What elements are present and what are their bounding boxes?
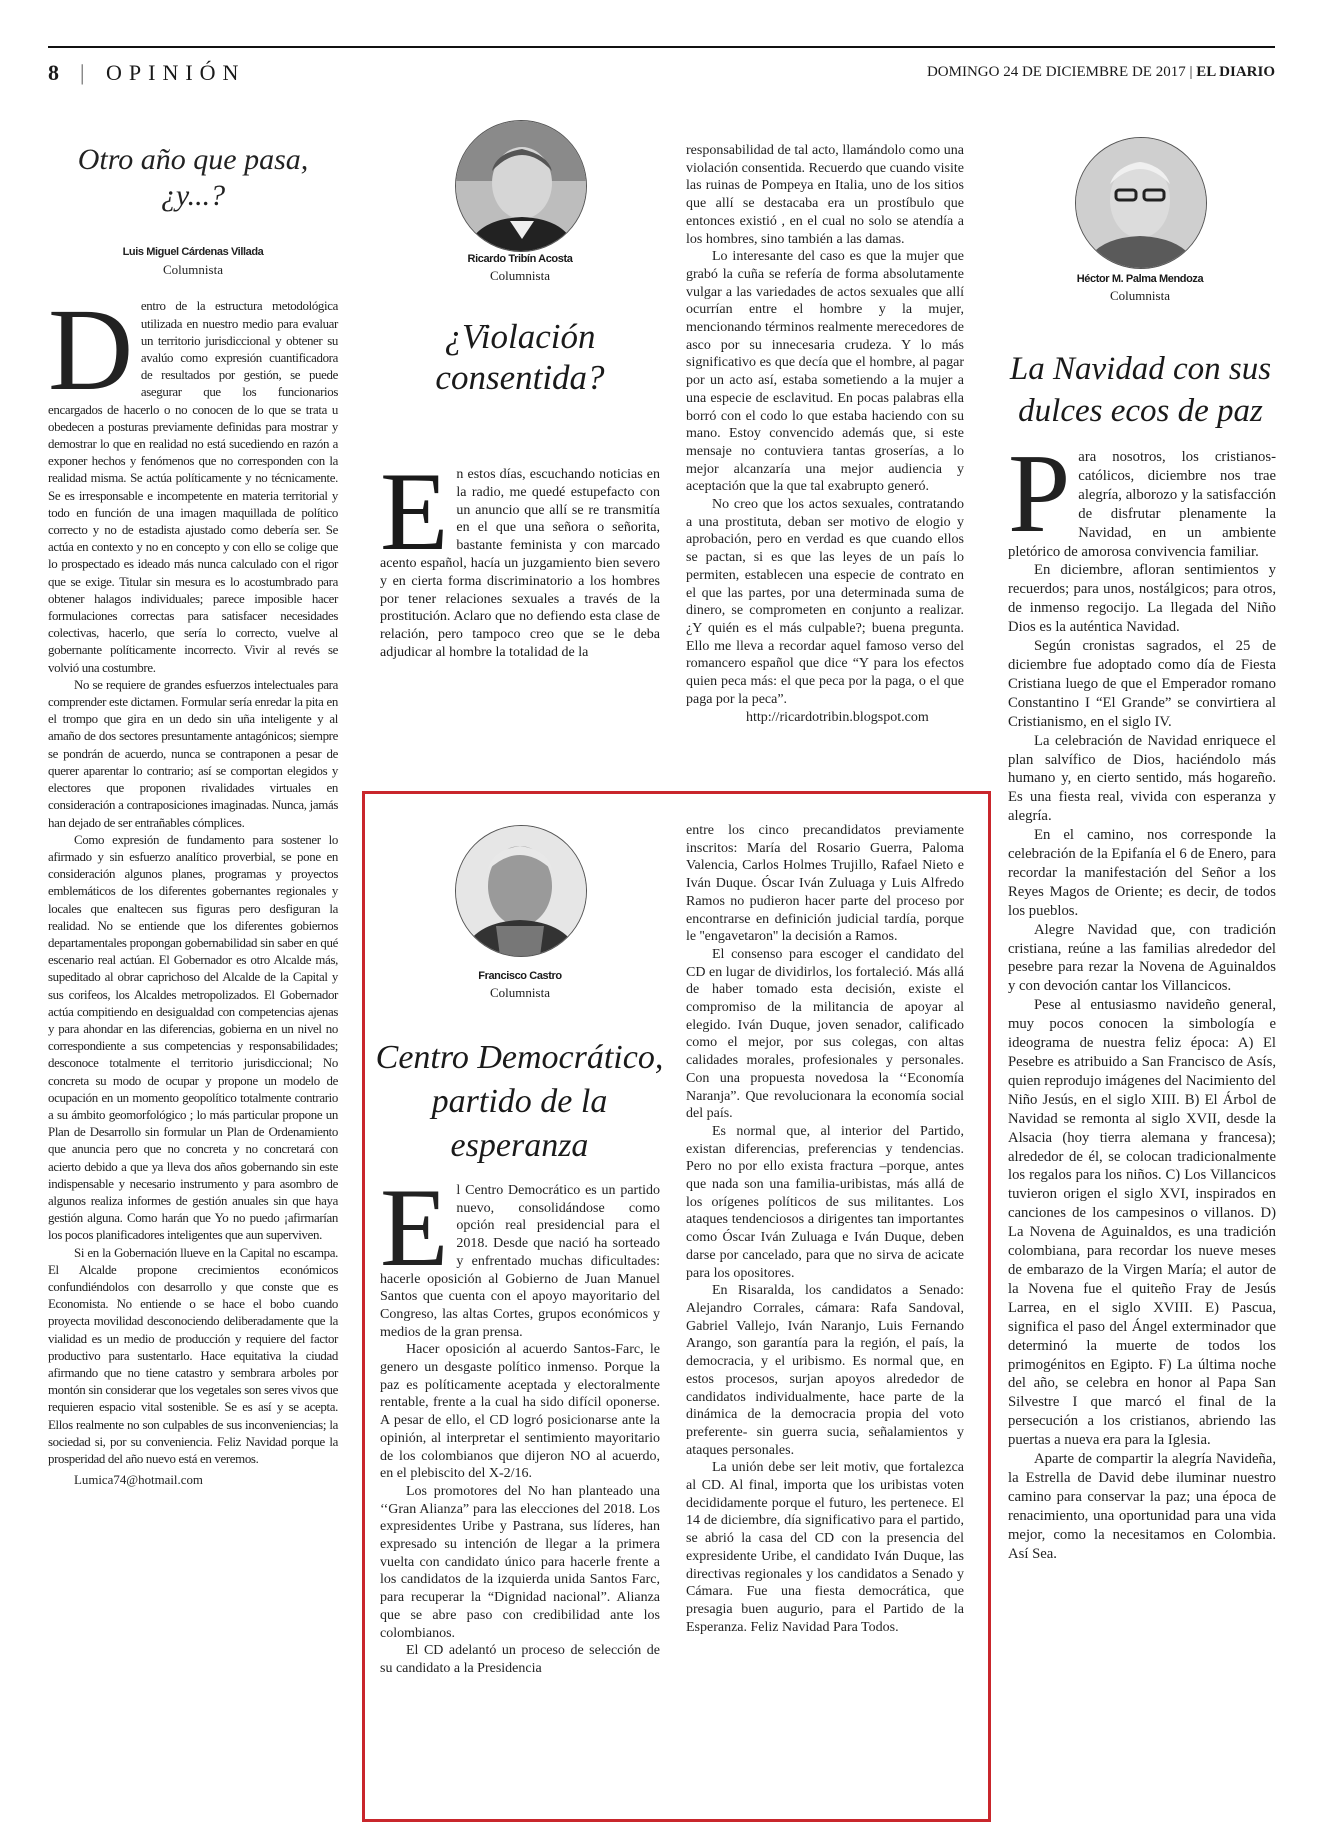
paragraph: El consenso para escoger el candidato del CD en lugar de dividirlos, los fortaleció. Más allá de haber tomado esta decisión, existe el compromiso de la militancia de apoyar al elegido. Iván Duque, joven senador, calificado como el mejor, por sus colegas, con altas calidades morales, profesionales y personales. Con una propuesta novedosa la ‘‘Economía Naranja”. Que revolucionara la economía social del país. <box>686 946 964 1122</box>
paragraph: En Risaralda, los candidatos a Senado: Alejandro Corrales, cámara: Rafa Sandoval, Gabriel Vallejo, Iván Naranjo, Luis Fernando Arango, son garantía para la región, el país, la democracia, y el uribismo. Es normal que, en estos procesos, surjan apoyos alrededor de candidatos individualmente, hace parte de la dinámica de la democracia propia del voto preferente- sin guerra sucia, señalamientos y ataques personales. <box>686 1283 964 1458</box>
paragraph: El CD adelantó un proceso de selección de su candidato a la Presidencia <box>380 1643 660 1676</box>
author-name: Luis Miguel Cárdenas Villada <box>122 246 264 258</box>
article-title <box>372 1036 667 1168</box>
paragraph: En diciembre, afloran sentimientos y recuerdos; para unos, nostálgicos; para otros, de inmenso regocijo. La llegada del Niño Dios es la auténtica Navidad. <box>1008 562 1276 636</box>
top-rule <box>48 46 1275 48</box>
paragraph: Aparte de compartir la alegría Navideña, la Estrella de David debe iluminar nuestro camino para conservar la paz; una época de renacimiento, una oportunidad para una vida mejor, como la necesitamos en Colombia. Así Sea. <box>1008 1451 1276 1562</box>
drop-cap: P <box>1008 432 1071 556</box>
paragraph: entre los cinco precandidatos previamente inscritos: María del Rosario Guerra, Paloma Valencia, Carlos Holmes Trujillo, Rafael Nieto e Iván Duque. Óscar Iván Zuluaga y Luis Alfredo Ramos no pudieron hacer parte del proceso por encontrarse en definición judicial tardía, porque le ''engavetaron'' la decisión a Ramos. <box>686 823 964 945</box>
author-photo <box>455 825 587 957</box>
newspaper-name: EL DIARIO <box>1196 64 1275 80</box>
title-line: ¿y...? <box>160 179 226 212</box>
page-number: 8 <box>48 60 59 85</box>
paragraph: Hacer oposición al acuerdo Santos-Farc, le genero un desgaste político inmenso. Porque la paz es políticamente aceptada y electoralmente rentable, frente a la cual ha sido difícil oponerse. A pesar de ello, el CD logró posicionarse ante la opinión, al interpretar el sentimiento mayoritario de los colombianos que dijeron NO al acuerdo, en el plebiscito del X-2/16. <box>380 1342 660 1482</box>
paragraph: Alegre Navidad que, con tradición cristiana, reúne a las familias alrededor del pesebre para rezar la Novena de Aguinaldos y con devoción cantar los Villancicos. <box>1008 921 1276 995</box>
article-otro-ano <box>48 142 338 1489</box>
title-line: dulces ecos de paz <box>1018 393 1263 429</box>
issue-date: DOMINGO 24 DE DICIEMBRE DE 2017 <box>926 64 1186 80</box>
title-line: Otro año que pasa, <box>77 143 309 176</box>
author-photo <box>455 120 587 252</box>
paragraph: Pese al entusiasmo navideño general, muy pocos conocen la simbología e ideograma de nuestra feliz época: A) El Pesebre es atribuido a San Francisco de Asís, quien reprodujo imágenes del Nacimiento del Niño Jesús, en el siglo XIII. B) El Árbol de Navidad se remonta al siglo XVII, desde la Alsacia (hoy tierra alemana y francesa); alrededor de él, se colocan tradicionalmente los regalos para los niños. C) Los Villancicos tuvieron origen el siglo XVI, inspirados en canciones de los campesinos o villanos. D) La Novena de Aguinaldos, es una tradición colombiana, para recordar los nueve meses de embarazo de la Virgen María; el autor de la Novena fue el quiteño Fray de Jesús Larrea, en el siglo XVIII. E) Pascua, significa el paso del Ángel exterminador que determinó la muerte de todos los primogénitos en Egipto. F) La última noche del año, se celebra en honor al Papa San Silvestre I que marcó el final de la persecución a los cristianos, abriendo las puertas a nueva era para la Iglesia. <box>1008 997 1276 1449</box>
paragraph: Según cronistas sagrados, el 25 de diciembre fue adoptado como día de Fiesta Cristiana luego de que el Emperador romano Constantino I “El Grande” se convirtiera al Cristianismo, en el siglo IV. <box>1008 638 1276 730</box>
paragraph: En el camino, nos corresponde la celebración de la Epifanía el 6 de Enero, para recordar la manifestación del Señor a los Reyes Magos de Oriente; es decir, de todos los pueblos. <box>1008 827 1276 919</box>
author-photo <box>1075 137 1207 269</box>
title-line: ¿Violación <box>444 317 596 356</box>
paragraph: Si en la Gobernación llueve en la Capital no escampa. El Alcalde propone crecimientos económicos confundiéndolos con desarrollo y que conste que es Economista. No entiende o se hace el bobo cuando proyecta movilidad desconociendo deliberadamente que la vialidad es un medio de producción y requiere del factor productivo para sustentarlo. Hace equitativa la ciudad afirmando que no tiene catastro y sembrara arboles por montón sin considerar que los vegetales son seres vivos que requieren espacio vital sostenible. Se es así y se acepta. Ellos realmente no son culpables de sus inconveniencias; la sociedad si, por su conveniencia. Feliz Navidad porque la prosperidad del año nuevo está en veremos. <box>48 1245 338 1467</box>
author-role: Columnista <box>490 268 550 283</box>
drop-cap: D <box>48 284 133 416</box>
paragraph: Como expresión de fundamento para sostener lo afirmado y sin esfuerzo analítico proverbial, se pone en consideración algunos planes, programas y proyectos emblemáticos de los diferentes gobernantes regionales y locales que enaltecen sus figuras pero desfiguran la realidad. No se entiende que los diferentes gobiernos departamentales propongan gobernabilidad sin saber en qué escenario real actúan. El Gobernador es otro Alcalde más, supeditado al obrar caprichoso del Alcalde de la Capital y sus corifeos, los Alcaldes metropolizados. El Gobernador actúa compitiendo en desigualdad con competencias ajenas y para ahondar en las diferencias, gobierna en un nivel no correspondiente a sus competencias y responsabilidades; desconoce totalmente el territorio jurisdiccional; No concreta su modo de ocupar y propone un modelo de ocupación en un momento geopolítico totalmente contrario a su ámbito geomorfológico ; lo más particular propone un Plan de Desarrollo sin formular un Plan de Ordenamiento que anuncia pero que no concreta y no concretará con acierto debido a que ya lleva dos años gobernando sin este indispensable y necesario instrumento y para asombro de algunos realiza informes de gestión anuales sin que haya gestión alguna. Como harán que Yo no puedo ¡afirmarían los pocos planificadores inteligentes que aun superviven. <box>48 832 338 1243</box>
paragraph: No se requiere de grandes esfuerzos intelectuales para comprender este dictamen. Formular sería enredar la pita en el trompo que gira en un dedo sin uña inteligente y al amaño de dos sectores presuntamente antagónicos; siempre se pondrán de acuerdo, nunca se contraponen a pesar de querer aparentar lo contrario; así se comportan elegidos y electores que proponen rivalidades virtuales en consideración a contraposiciones imaginadas. Nunca, jamás han dejado de ser entrañables cómplices. <box>48 677 338 830</box>
paragraph: No creo que los actos sexuales, contratando a una prostituta, deban ser motivo de elogio y aprobación, pero en verdad es que cuando ellos se pactan, si es que las leyes de un país lo permiten, establecen una especie de contrato en el que las partes, por una determinada suma de dinero, se comprometen en conjunto a realizar. ¿Y quién es el más culpable?; buena pregunta. Ello me lleva a recordar aquel famoso verso del romancero español que dice “Y para los efectos quien peca más: el que peca por la paga, o el que paga por la peca”. <box>686 497 964 707</box>
paragraph: Dentro de la estructura metodológica utilizada en nuestro medio para evaluar un territorio jurisdiccional y obtener su avalúo como expresión cuantificadora de resultados por gestión, se puede asegurar que los funcionarios encargados de hacerlo o no conocen de lo que se trata u obedecen a posturas previamente definidas para mostrar y demostrar lo que en realidad no está sucediendo en razón a exponer hechos y fenómenos que no corresponden con la realidad misma. Se actúa políticamente y no técnicamente. Se es irresponsable e incompetente en materia territorial y todo en función de una imagen maquillada de político correcto y no de estadista ajustado como debería ser. Se actúa en contexto y no en concepto y con ello se colige que lo prospectado es ideado más nunca calculado con el rigor que se exige. Titular sin mesura es lo acostumbrado para obtener halagos individuales; parece imposible hacer formulaciones correctas para satisfacer necesidades colectivas, hacerlo, que sería lo correcto, vuelve al gobernante políticamente incorrecto. Vivir al revés se volvió una costumbre. <box>48 284 338 675</box>
author-name: Francisco Castro <box>478 970 562 982</box>
paragraph-continued: responsabilidad de tal acto, llamándolo como una violación consentida. Recuerdo que cuando visite las ruinas de Pompeya en Italia, uno de los sitios que allí se destacaba era un prostíbulo que entonces existió , en el cual no solo se atendía a los hombres, sino también a las damas. <box>686 143 964 247</box>
article-violacion-col2 <box>686 142 964 726</box>
author-name: Ricardo Tribín Acosta <box>467 253 573 265</box>
title-line: partido de la <box>431 1083 608 1120</box>
page-header <box>48 60 1275 90</box>
author-role: Columnista <box>1110 288 1170 303</box>
paragraph: La unión debe ser leit motiv, que fortalezca al CD. Al final, importa que los uribistas voten decididamente porque el futuro, les pertenece. El 14 de diciembre, día significativo para el partido, se abrió la casa del CD con la presencia del expresidente Uribe, el candidato Iván Duque, las directivas regionales y los candidatos a Senado y Cámara. Fue una fiesta democrática, que presagia buen augurio, para el Partido de la Esperanza. Feliz Navidad Para Todos. <box>686 1460 964 1635</box>
title-line: consentida? <box>435 358 605 397</box>
author-role: Columnista <box>163 262 223 278</box>
paragraph: Para nosotros, los cristianos-católicos, diciembre nos trae alegría, alborozo y la satisfacción de disfrutar plenamente la Navidad, en un ambiente pletórico de amorosa convivencia familiar. <box>1008 432 1276 560</box>
portrait-image <box>1076 138 1206 268</box>
paragraph: La celebración de Navidad enriquece el plan salvífico de Dios, haciéndolo más humano y, en cierto sentido, más hogareño. Es una fiesta real, vivida con esperanza y alegría. <box>1008 732 1276 825</box>
title-line: esperanza <box>450 1127 589 1164</box>
section-name: OPINIÓN <box>106 60 246 85</box>
article-navidad <box>1008 432 1276 1563</box>
article-centro-democratico-col1 <box>380 1166 660 1678</box>
article-title <box>998 348 1283 432</box>
paragraph: En estos días, escuchando noticias en la radio, me quedé estupefacto con un anuncio que allí se re transmitía en el que una señora o señorita, bastante feminista y con marcado acento español, hacía un juzgamiento bien severo y en cierta forma discriminatorio a los hombres por tener relaciones sexuales a través de la prostitución. Aclaro que no defiendo esta clase de relación, pero tampoco creo que se le deba adjudicar al hombre la totalidad de la <box>380 450 660 660</box>
article-violacion-col1 <box>380 450 660 662</box>
article-centro-democratico-col2 <box>686 822 964 1636</box>
portrait-image <box>456 121 586 251</box>
header-separator: | <box>80 60 85 85</box>
dateline <box>927 64 1275 81</box>
author-role: Columnista <box>490 985 550 1000</box>
paragraph: Es normal que, al interior del Partido, existan diferencias, preferencias y tendencias. Pero no por ello exista fractura –porque, antes que nada son una familia-uribistas, más allá de los orígenes políticos de sus militantes. Los ataques tendenciosos a dirigentes tan importantes como Óscar Iván Zuluaga e Iván Duque, deben darse por cancelado, para que no sirva de acicate para los opositores. <box>686 1123 964 1281</box>
portrait-image <box>456 826 586 956</box>
dateline-separator: | <box>1189 64 1193 80</box>
title-line: Centro Democrático, <box>375 1039 664 1076</box>
drop-cap: E <box>380 1166 449 1290</box>
paragraph: El Centro Democrático es un partido nuevo, consolidándose como opción real presidencial para el 2018. Desde que nació ha sorteado y enfrentado muchas dificultades: hacerle oposición al Gobierno de Juan Manuel Santos que cuenta con el apoyo mayoritario del Congreso, las altas Cortes, grupos económicos y medios de la gran prensa. <box>380 1166 660 1340</box>
paragraph: Los promotores del No han planteado una ‘‘Gran Alianza” para las elecciones del 2018. Los expresidentes Uribe y Pastrana, sus líderes, han expresado su intención de llegar a la primera vuelta con candidato único para hacerle frente a los candidatos de la izquierda unida Santos Farc, para recuperar la “Dignidad nacional”. Alianza que se abre paso con credibilidad ante los colombianos. <box>380 1483 660 1641</box>
author-email: Lumica74@hotmail.com <box>74 1473 203 1488</box>
paragraph: Lo interesante del caso es que la mujer que grabó la cuña se refería de forma absolutamente vulgar a las variedades de actos sexuales que allí ocurrían entre el hombre y la mujer, mencionando términos realmente merecedores de asco por su innecesaria crudeza. Y lo más significativo es que decía que el hombre, al pagar por un acto así, estaba sometiendo a la mujer a una especie de esclavitud. En pocas palabras ella borró con el codo lo que estaba haciendo con su mano. Estoy convencido además que, si este mensaje no contuviera tantas groserías, a lo mejor alcanzaría una mejor audiencia y aceptación que la que tal exabrupto generó. <box>686 249 964 495</box>
author-blog-url: http://ricardotribin.blogspot.com <box>746 709 929 725</box>
author-name: Héctor M. Palma Mendoza <box>1076 273 1204 285</box>
article-title <box>48 142 338 214</box>
article-title <box>375 316 665 398</box>
drop-cap: E <box>380 450 449 574</box>
title-line: La Navidad con sus <box>1009 351 1272 387</box>
